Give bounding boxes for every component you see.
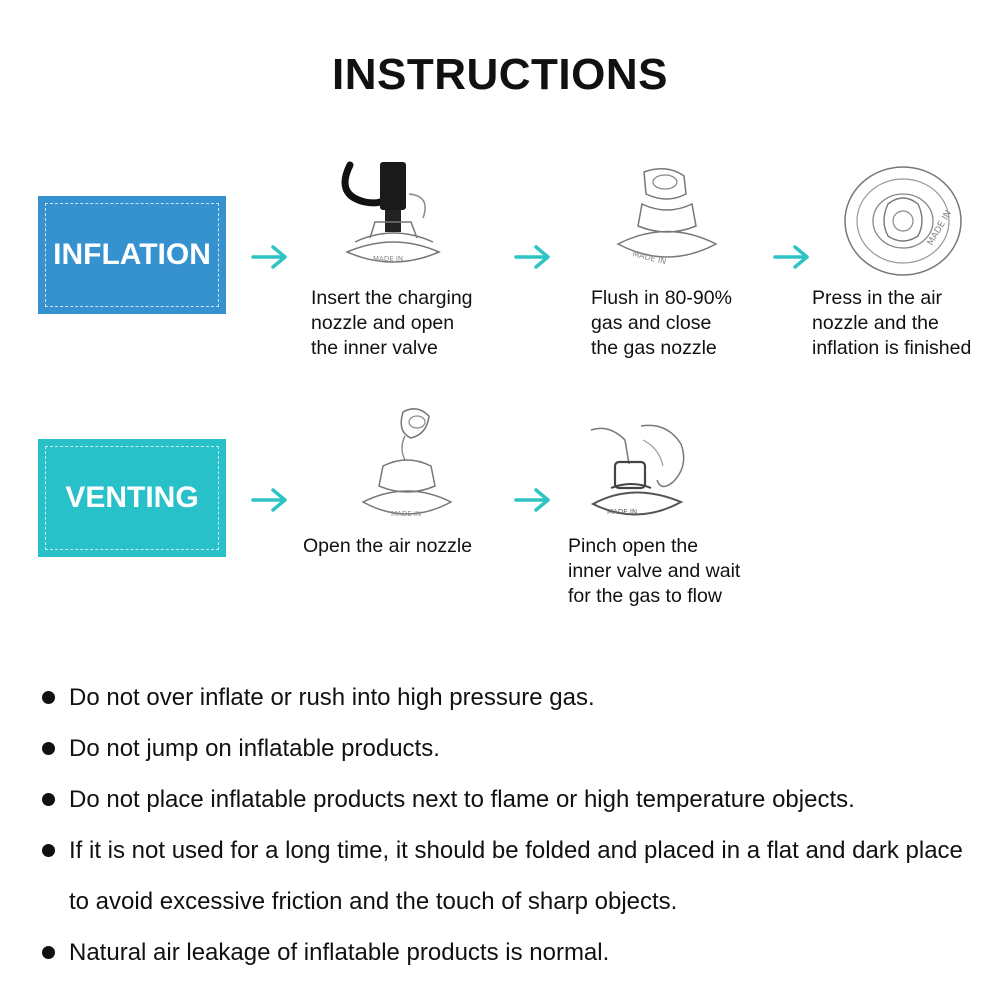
inflation-step-3-caption: Press in the air nozzle and the inflation is finished [812,287,972,359]
closed-gas-nozzle-illustration [612,164,722,272]
arrow-right-icon [250,485,290,515]
venting-label: VENTING [65,481,199,514]
venting-step-1-caption: Open the air nozzle [303,535,473,557]
fingers-pinching-valve-illustration [585,422,697,530]
list-item [40,672,980,723]
note-text: Natural air leakage of inflatable products is normal. [69,939,610,966]
arrow-right-icon [513,485,553,515]
inflation-label: INFLATION [53,238,211,271]
list-item [40,927,980,978]
valve-engraving: MADE IN [373,255,404,263]
inflation-badge [38,196,226,314]
notes-list [40,672,980,978]
venting-badge [38,439,226,557]
note-text: Do not over inflate or rush into high pressure gas. [69,684,595,711]
valve-engraving: MADE IN [607,508,638,516]
list-item [40,825,980,927]
pressed-in-valve-top-view-illustration [840,164,968,280]
note-text: If it is not used for a long time, it should be folded and placed in a flat and dark place to avoid excessive friction and the touch of sharp objects. [69,837,963,915]
arrow-right-icon [250,242,290,272]
valve-engraving: MADE IN [925,208,954,248]
bullet-dot-icon [42,742,55,755]
valve-engraving: MADE IN [631,249,668,267]
venting-step-2-caption: Pinch open the inner valve and wait for the gas to flow [568,535,741,607]
list-item [40,723,980,774]
note-text: Do not jump on inflatable products. [69,735,440,762]
bullet-dot-icon [42,946,55,959]
valve-engraving: MADE IN [391,510,422,518]
open-air-nozzle-illustration [355,402,455,526]
bullet-dot-icon [42,793,55,806]
note-text: Do not place inflatable products next to flame or high temperature objects. [69,786,855,813]
list-item [40,774,980,825]
bullet-dot-icon [42,691,55,704]
inflation-step-1-caption: Insert the charging nozzle and open the inner valve [311,287,473,359]
page-title: INSTRUCTIONS [332,50,668,99]
bullet-dot-icon [42,844,55,857]
charging-nozzle-in-valve-illustration [335,160,445,272]
arrow-right-icon [513,242,553,272]
inflation-step-2-caption: Flush in 80-90% gas and close the gas nozzle [591,287,732,359]
arrow-right-icon [772,242,812,272]
